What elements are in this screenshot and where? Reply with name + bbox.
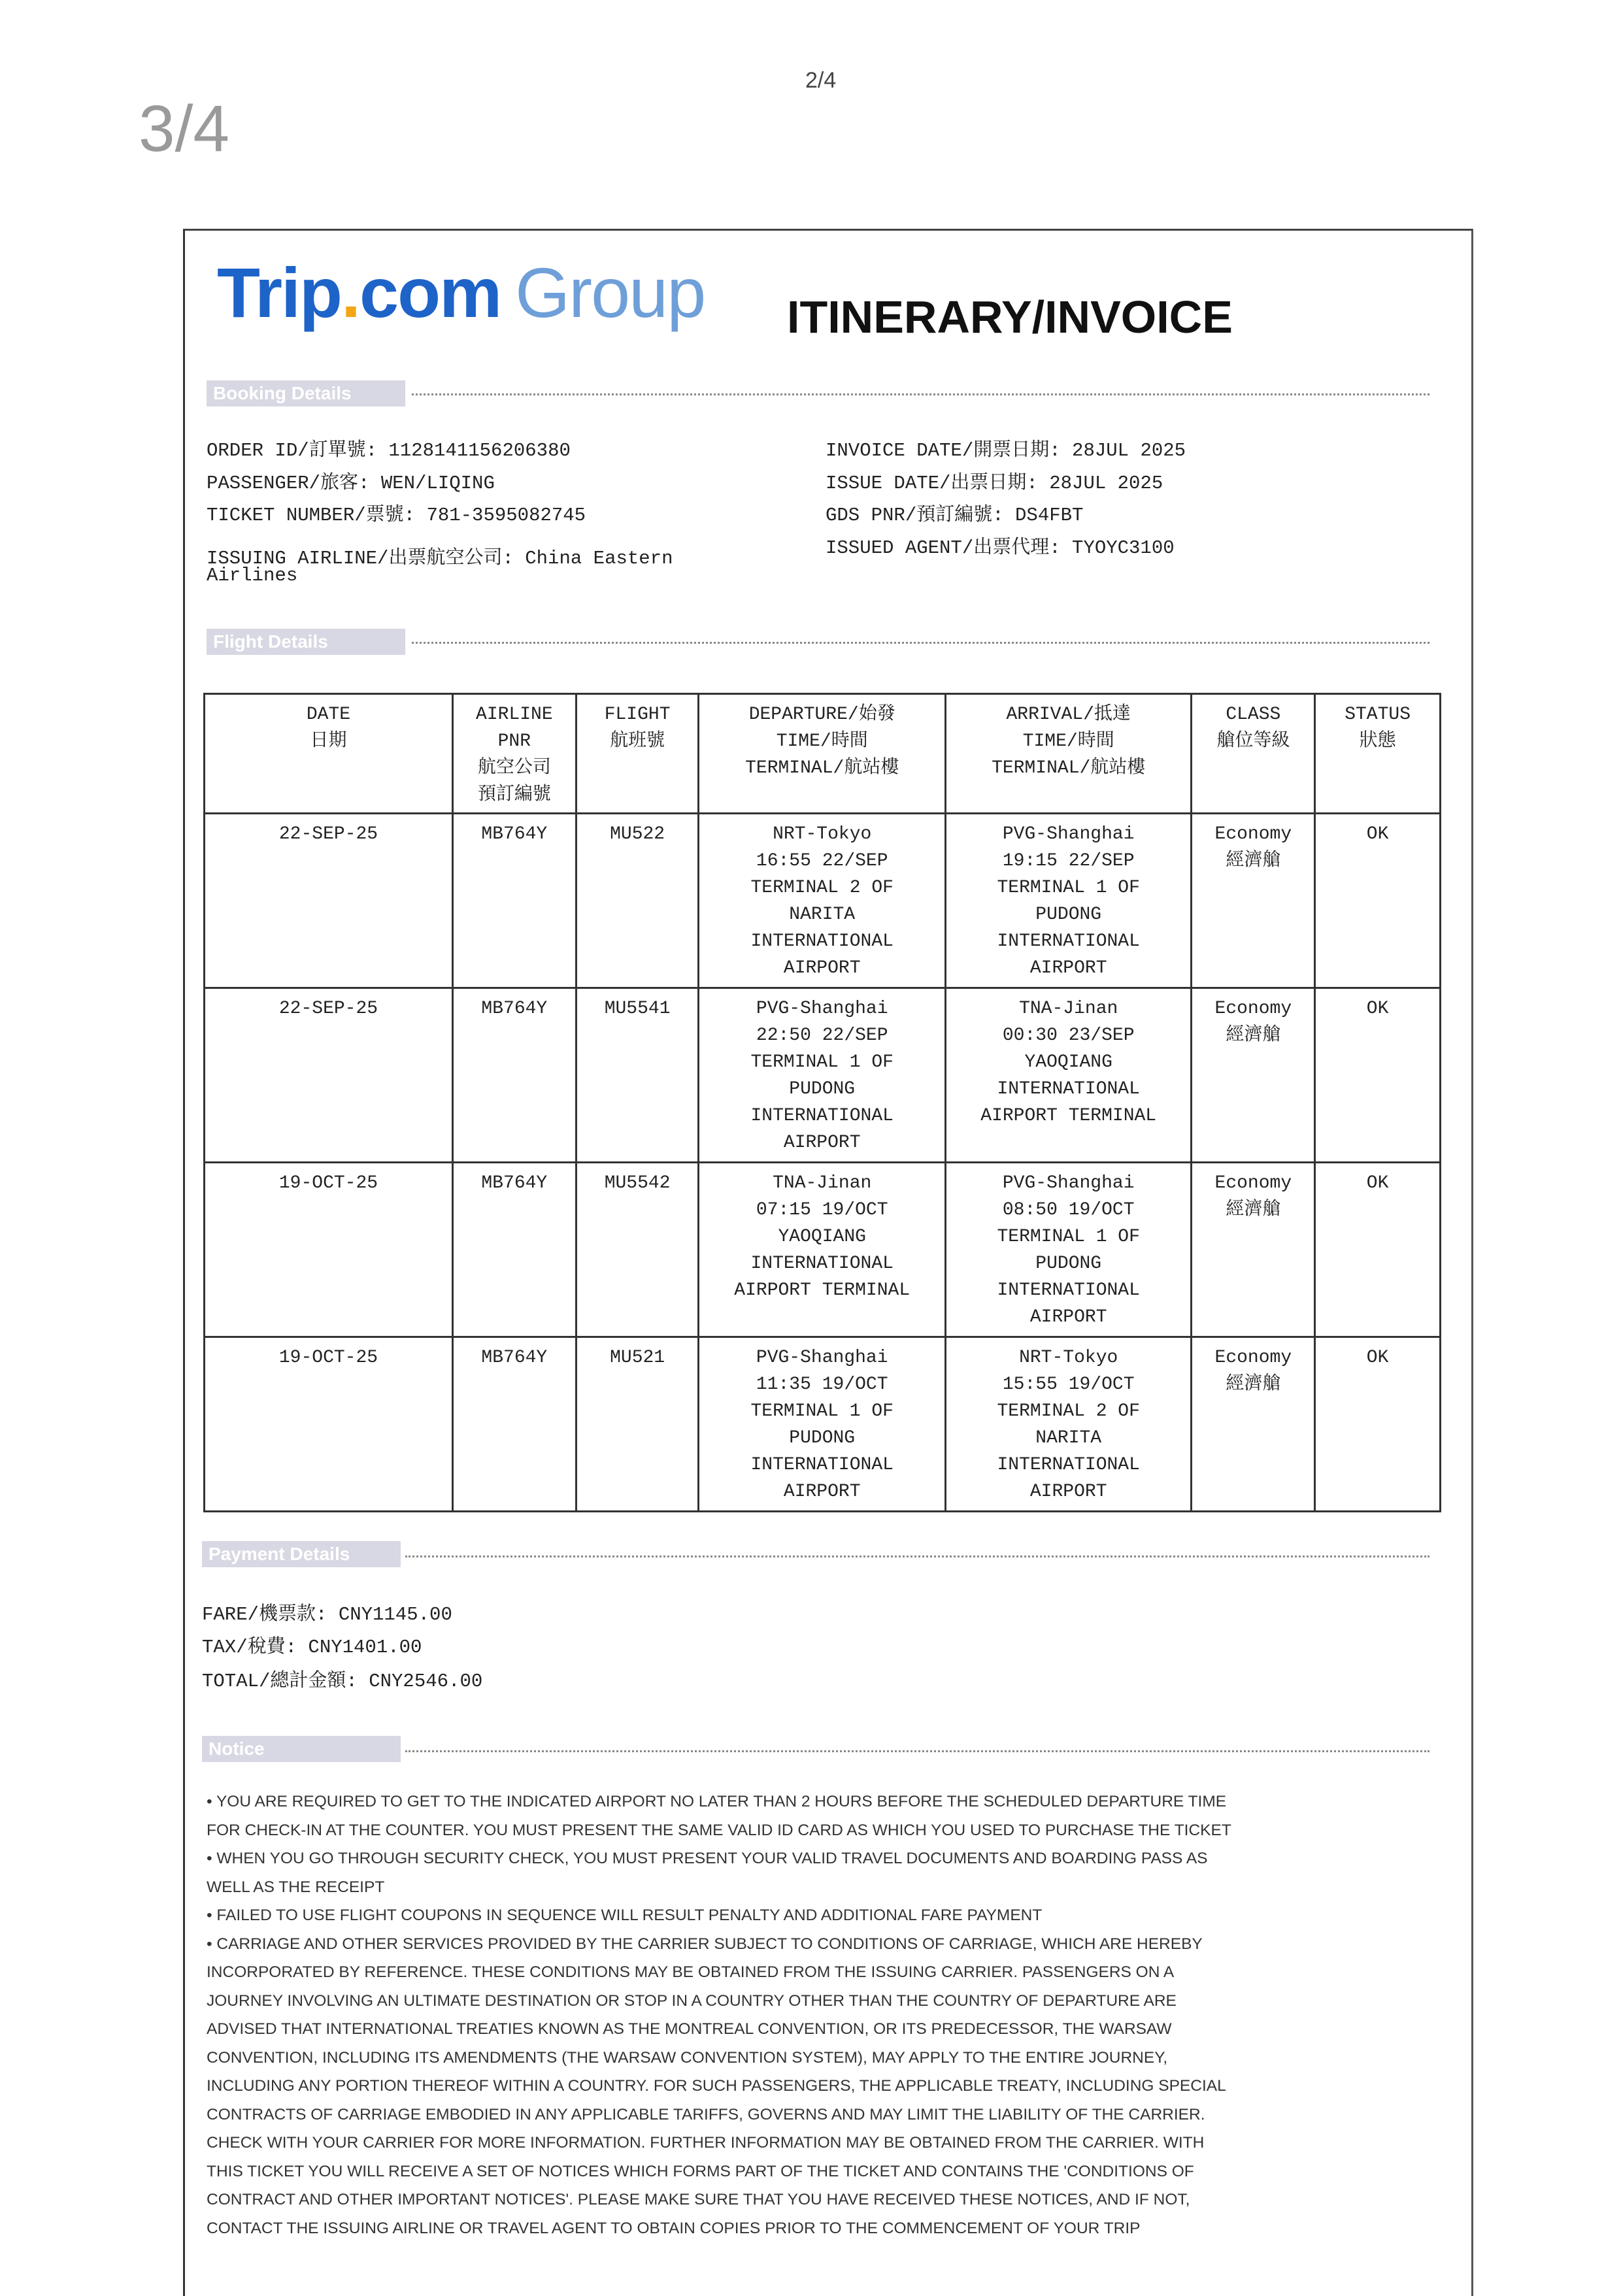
divider [405, 1556, 1429, 1557]
document-title: ITINERARY/INVOICE [787, 291, 1233, 342]
total: TOTAL/總計金額: CNY2546.00 [202, 1671, 483, 1692]
issued-agent: ISSUED AGENT/出票代理: TYOYC3100 [826, 537, 1175, 559]
tax: TAX/稅費: CNY1401.00 [202, 1637, 422, 1658]
gds-pnr: GDS PNR/預訂編號: DS4FBT [826, 505, 1084, 526]
cell-class: Economy 經濟艙 [1192, 1337, 1315, 1512]
flight-row [205, 1163, 1441, 1337]
flight-table-header [205, 694, 1441, 814]
divider [412, 393, 1429, 395]
notice-line: • WHEN YOU GO THROUGH SECURITY CHECK, YOU MUST PRESENT YOUR VALID TRAVEL DOCUMENTS AND BOARDING PASS AS [207, 1850, 1208, 1867]
invoice-date: INVOICE DATE/開票日期: 28JUL 2025 [826, 440, 1186, 461]
cell-date: 22-SEP-25 [205, 988, 453, 1163]
notice-line: CONTRACT AND OTHER IMPORTANT NOTICES'. PLEASE MAKE SURE THAT YOU HAVE RECEIVED THESE NOTICES, AND IF NOT, [207, 2191, 1190, 2208]
cell-airline-pnr: MB764Y [452, 814, 576, 988]
page-mark-outer: 3/4 [139, 92, 230, 165]
cell-class: Economy 經濟艙 [1192, 988, 1315, 1163]
cell-status: OK [1315, 1337, 1441, 1512]
header-flight: FLIGHT 航班號 [576, 694, 699, 814]
notice-line: FOR CHECK-IN AT THE COUNTER. YOU MUST PRESENT THE SAME VALID ID CARD AS WHICH YOU USED TO PURCHASE THE TICKET [207, 1821, 1231, 1839]
notice-line: • CARRIAGE AND OTHER SERVICES PROVIDED BY THE CARRIER SUBJECT TO CONDITIONS OF CARRIAGE, WHICH ARE HEREBY [207, 1935, 1203, 1953]
passenger: PASSENGER/旅客: WEN/LIQING [207, 473, 495, 494]
header-status: STATUS 狀態 [1315, 694, 1441, 814]
section-flight-details: Flight Details [207, 629, 405, 655]
page-mark-inner: 2/4 [805, 68, 837, 93]
logo-dot: . [341, 253, 360, 332]
notice-line: INCLUDING ANY PORTION THEREOF WITHIN A COUNTRY. FOR SUCH PASSENGERS, THE APPLICABLE TREATY, INCLUDING SPECIAL [207, 2077, 1226, 2095]
notice-line: THIS TICKET YOU WILL RECEIVE A SET OF NOTICES WHICH FORMS PART OF THE TICKET AND CONTAINS THE 'CONDITIONS OF [207, 2162, 1194, 2180]
cell-departure: PVG-Shanghai 11:35 19/OCT TERMINAL 1 OF PUDONG INTERNATIONAL AIRPORT [699, 1337, 945, 1512]
header-airline-pnr: AIRLINE PNR 航空公司 預訂編號 [452, 694, 576, 814]
trip-com-group-logo [217, 252, 705, 333]
notice-line: JOURNEY INVOLVING AN ULTIMATE DESTINATION OR STOP IN A COUNTRY OTHER THAN THE COUNTRY OF DEPARTURE ARE [207, 1991, 1177, 2010]
notice-line: CONVENTION, INCLUDING ITS AMENDMENTS (THE WARSAW CONVENTION SYSTEM), MAY APPLY TO THE ENTIRE JOURNEY, [207, 2048, 1168, 2067]
fare: FARE/機票款: CNY1145.00 [202, 1604, 452, 1625]
logo-com: com [359, 253, 501, 332]
flight-row [205, 814, 1441, 988]
cell-airline-pnr: MB764Y [452, 988, 576, 1163]
cell-airline-pnr: MB764Y [452, 1337, 576, 1512]
notice-line: CONTACT THE ISSUING AIRLINE OR TRAVEL AGENT TO OBTAIN COPIES PRIOR TO THE COMMENCEMENT OF YOUR TRIP [207, 2219, 1141, 2237]
header-date: DATE 日期 [205, 694, 453, 814]
notice-line: WELL AS THE RECEIPT [207, 1878, 385, 1896]
cell-departure: PVG-Shanghai 22:50 22/SEP TERMINAL 1 OF PUDONG INTERNATIONAL AIRPORT [699, 988, 945, 1163]
cell-date: 19-OCT-25 [205, 1163, 453, 1337]
header-departure: DEPARTURE/始發 TIME/時間 TERMINAL/航站樓 [699, 694, 945, 814]
issuing-airline: ISSUING AIRLINE/出票航空公司: China Eastern [207, 548, 673, 569]
order-id: ORDER ID/訂單號: 1128141156206380 [207, 440, 571, 461]
section-payment-details: Payment Details [202, 1541, 401, 1567]
issue-date: ISSUE DATE/出票日期: 28JUL 2025 [826, 473, 1163, 494]
notice-line: ADVISED THAT INTERNATIONAL TREATIES KNOWN AS THE MONTREAL CONVENTION, OR ITS PREDECESSOR, THE WARSAW [207, 2020, 1172, 2038]
cell-flight: MU521 [576, 1337, 699, 1512]
header-arrival: ARRIVAL/抵達 TIME/時間 TERMINAL/航站樓 [945, 694, 1191, 814]
cell-flight: MU5542 [576, 1163, 699, 1337]
notice-line: CONTRACTS OF CARRIAGE EMBODIED IN ANY APPLICABLE TARIFFS, GOVERNS AND MAY LIMIT THE LIABILITY OF THE CARRIER. [207, 2105, 1205, 2123]
cell-departure: TNA-Jinan 07:15 19/OCT YAOQIANG INTERNATIONAL AIRPORT TERMINAL [699, 1163, 945, 1337]
notice-line: • FAILED TO USE FLIGHT COUPONS IN SEQUENCE WILL RESULT PENALTY AND ADDITIONAL FARE PAYMENT [207, 1906, 1043, 1924]
cell-departure: NRT-Tokyo 16:55 22/SEP TERMINAL 2 OF NARITA INTERNATIONAL AIRPORT [699, 814, 945, 988]
notice-line: INCORPORATED BY REFERENCE. THESE CONDITIONS MAY BE OBTAINED FROM THE ISSUING CARRIER. PASSENGERS ON A [207, 1963, 1175, 1981]
cell-class: Economy 經濟艙 [1192, 1163, 1315, 1337]
cell-status: OK [1315, 814, 1441, 988]
notice-text [207, 1788, 1435, 2242]
cell-flight: MU522 [576, 814, 699, 988]
cell-airline-pnr: MB764Y [452, 1163, 576, 1337]
cell-arrival: TNA-Jinan 00:30 23/SEP YAOQIANG INTERNATIONAL AIRPORT TERMINAL [945, 988, 1191, 1163]
divider [412, 642, 1429, 644]
cell-arrival: PVG-Shanghai 19:15 22/SEP TERMINAL 1 OF PUDONG INTERNATIONAL AIRPORT [945, 814, 1191, 988]
cell-class: Economy 經濟艙 [1192, 814, 1315, 988]
logo-group: Group [515, 253, 705, 332]
header-class: CLASS 艙位等級 [1192, 694, 1315, 814]
cell-flight: MU5541 [576, 988, 699, 1163]
cell-date: 19-OCT-25 [205, 1337, 453, 1512]
notice-line: CHECK WITH YOUR CARRIER FOR MORE INFORMATION. FURTHER INFORMATION MAY BE OBTAINED FROM THE CARRIER. WITH [207, 2134, 1205, 2152]
cell-status: OK [1315, 1163, 1441, 1337]
section-notice: Notice [202, 1736, 401, 1762]
cell-arrival: NRT-Tokyo 15:55 19/OCT TERMINAL 2 OF NARITA INTERNATIONAL AIRPORT [945, 1337, 1191, 1512]
ticket-number: TICKET NUMBER/票號: 781-3595082745 [207, 505, 586, 526]
issuing-airline-cont: Airlines [207, 565, 298, 586]
cell-status: OK [1315, 988, 1441, 1163]
flight-row [205, 1337, 1441, 1512]
flight-row [205, 988, 1441, 1163]
notice-line: • YOU ARE REQUIRED TO GET TO THE INDICATED AIRPORT NO LATER THAN 2 HOURS BEFORE THE SCHEDULED DEPARTURE TIME [207, 1793, 1227, 1810]
section-booking-details: Booking Details [207, 380, 405, 407]
cell-date: 22-SEP-25 [205, 814, 453, 988]
flight-table [203, 693, 1441, 1512]
divider [405, 1750, 1429, 1752]
cell-arrival: PVG-Shanghai 08:50 19/OCT TERMINAL 1 OF PUDONG INTERNATIONAL AIRPORT [945, 1163, 1191, 1337]
logo-trip: Trip [217, 253, 342, 332]
